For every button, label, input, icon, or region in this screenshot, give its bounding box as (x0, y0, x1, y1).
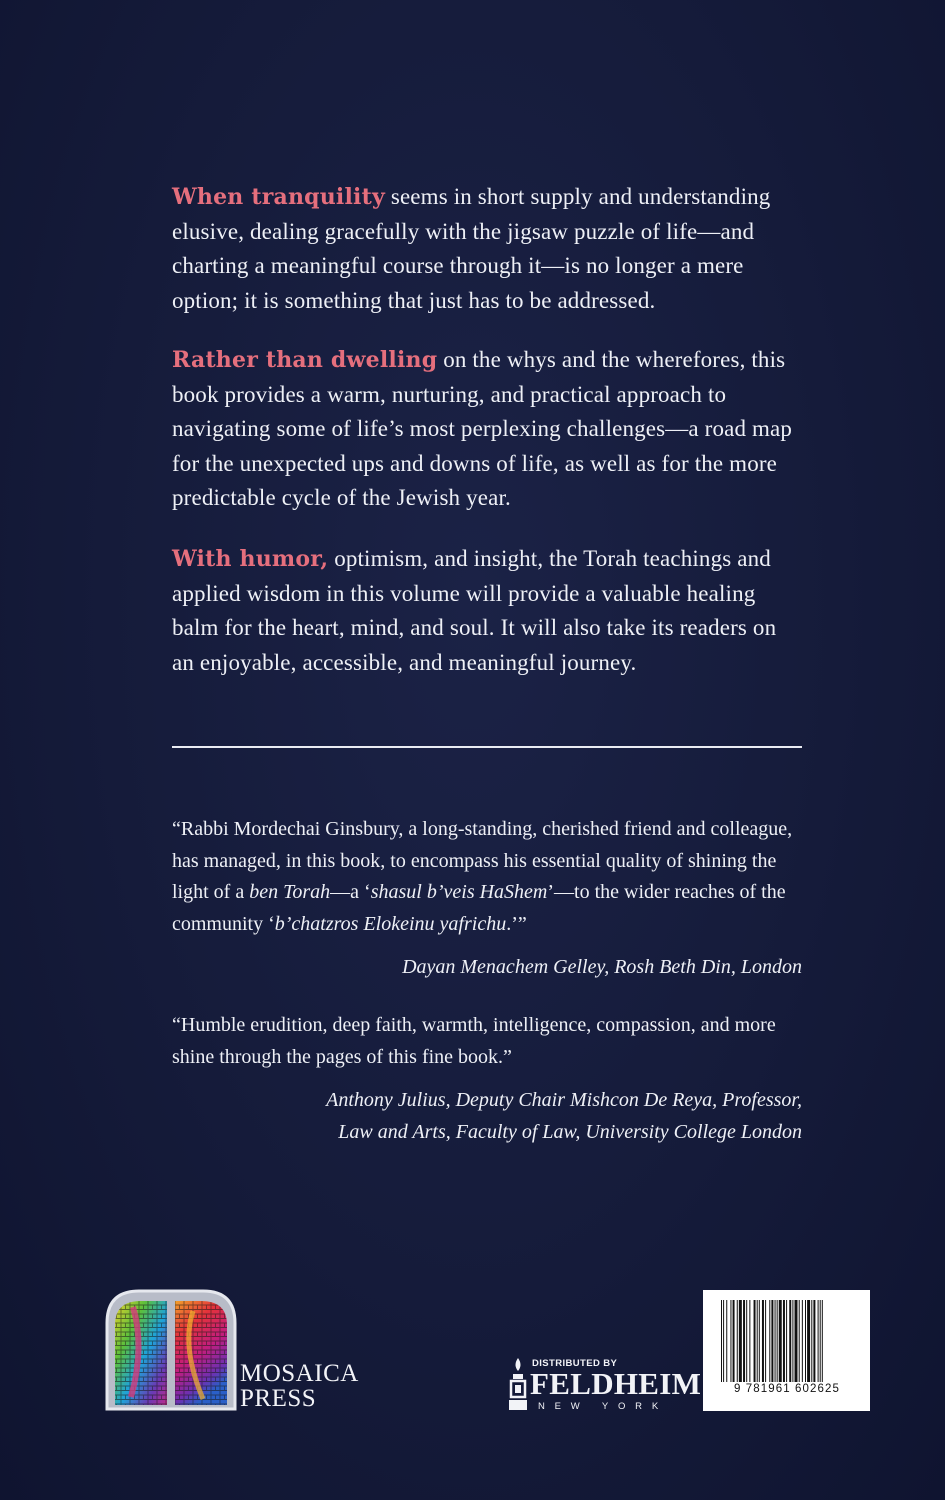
mosaica-press-wordmark (240, 1361, 359, 1411)
blurb-lead-2: Rather than dwelling (172, 347, 438, 373)
barcode-bar (777, 1300, 778, 1382)
mosaica-line-2: PRESS (240, 1385, 317, 1412)
endorsement-attribution-1: Dayan Menachem Gelley, Rosh Beth Din, London (402, 956, 802, 978)
blurb-paragraph-2 (172, 343, 804, 516)
barcode-bar (822, 1300, 823, 1382)
barcode-bar (749, 1300, 750, 1382)
barcode-digits: 9 781961 602625 (733, 1383, 841, 1395)
barcode-bar (811, 1300, 812, 1382)
barcode-bar (733, 1300, 735, 1382)
feldheim-wordmark: FELDHEIM (530, 1366, 702, 1401)
barcode-bar (771, 1300, 773, 1382)
barcode-bar (737, 1300, 738, 1382)
barcode-bar (802, 1300, 803, 1382)
distributed-by-label: DISTRIBUTED BY (532, 1358, 618, 1369)
barcode-bar (723, 1300, 724, 1382)
barcode-bar (769, 1300, 770, 1382)
blurb-text-3: optimism, and insight, the Torah teachings and applied wisdom in this volume will provide a valuable healing balm for the heart, mind, and soul. It will also take its readers on an enjoyable, accessible, and meaningful journey. (172, 546, 777, 675)
quote-1-text-d: .’” (506, 912, 527, 935)
barcode-bar (730, 1300, 731, 1382)
barcode-bar (754, 1300, 756, 1382)
quote-1-text-c: ’—to the wider reaches of the community ‘ (172, 881, 786, 935)
blurb-lead-1: When tranquility (172, 184, 385, 210)
barcode-bar (805, 1300, 806, 1382)
blurb-paragraph-3 (172, 542, 804, 680)
blurb-paragraph-1 (172, 180, 804, 318)
barcode-bars (719, 1300, 855, 1382)
barcode-bar (786, 1300, 787, 1382)
feldheim-city: NEW YORK (538, 1401, 668, 1412)
barcode-bar (792, 1300, 793, 1382)
quote-1-italic-a: ben Torah (249, 881, 331, 903)
barcode-bar (721, 1300, 722, 1382)
isbn-barcode (703, 1290, 870, 1411)
barcode-bar (759, 1300, 760, 1382)
barcode-bar (743, 1300, 745, 1382)
endorsement-quote-1 (172, 814, 804, 940)
quote-1-text-a: “Rabbi Mordechai Ginsbury, a long-standing, cherished friend and colleague, has managed, in this book, to encompass his essential quality of shining the light of a (172, 818, 793, 903)
barcode-bar (779, 1300, 782, 1382)
barcode-bar (726, 1300, 727, 1382)
mosaica-line-1: MOSAICA (240, 1360, 359, 1387)
divider-rule (172, 746, 802, 748)
quote-1-italic-b: shasul b’veis HaShem (370, 881, 548, 903)
barcode-bar (739, 1300, 742, 1382)
blurb-text-2: on the whys and the wherefores, this book provides a warm, nurturing, and practical approach to navigating some of life’s most perplexing challenges—a road map for the unexpected ups and downs of life, as well as for the more predictable cycle of the Jewish year. (172, 347, 793, 510)
endorsement-attribution-2 (202, 1085, 802, 1148)
endorsement-quote-2: “Humble erudition, deep faith, warmth, intelligence, compassion, and more shine through the pages of this fine book.” (172, 1014, 776, 1068)
barcode-bar (789, 1300, 791, 1382)
feldheim-candle-icon (507, 1356, 529, 1412)
barcode-bar (757, 1300, 758, 1382)
barcode-bar (799, 1300, 800, 1382)
barcode-bar (783, 1300, 785, 1382)
mosaica-logo-icon (103, 1287, 239, 1411)
attribution-2-line-2: Law and Arts, Faculty of Law, University College London (338, 1120, 802, 1143)
barcode-bar (765, 1300, 766, 1382)
barcode-bar (818, 1300, 819, 1382)
barcode-bar (820, 1300, 821, 1382)
barcode-bar (807, 1300, 810, 1382)
barcode-bar (775, 1300, 776, 1382)
quote-1-italic-c: b’chatzros Elokeinu yafrichu (274, 912, 507, 935)
barcode-bar (762, 1300, 764, 1382)
barcode-bar (813, 1300, 815, 1382)
blurb-text-1: seems in short supply and understanding elusive, dealing gracefully with the jigsaw puzzle of life—and charting a meaningful course through it—is no longer a mere option; it is something that just has to be addressed. (172, 184, 771, 313)
attribution-2-line-1: Anthony Julius, Deputy Chair Mishcon De Reya, Professor, (326, 1089, 802, 1111)
barcode-bar (746, 1300, 747, 1382)
blurb-lead-3: With humor, (172, 546, 329, 572)
quote-1-text-b: —a ‘ (330, 881, 371, 903)
barcode-bar (795, 1300, 798, 1382)
